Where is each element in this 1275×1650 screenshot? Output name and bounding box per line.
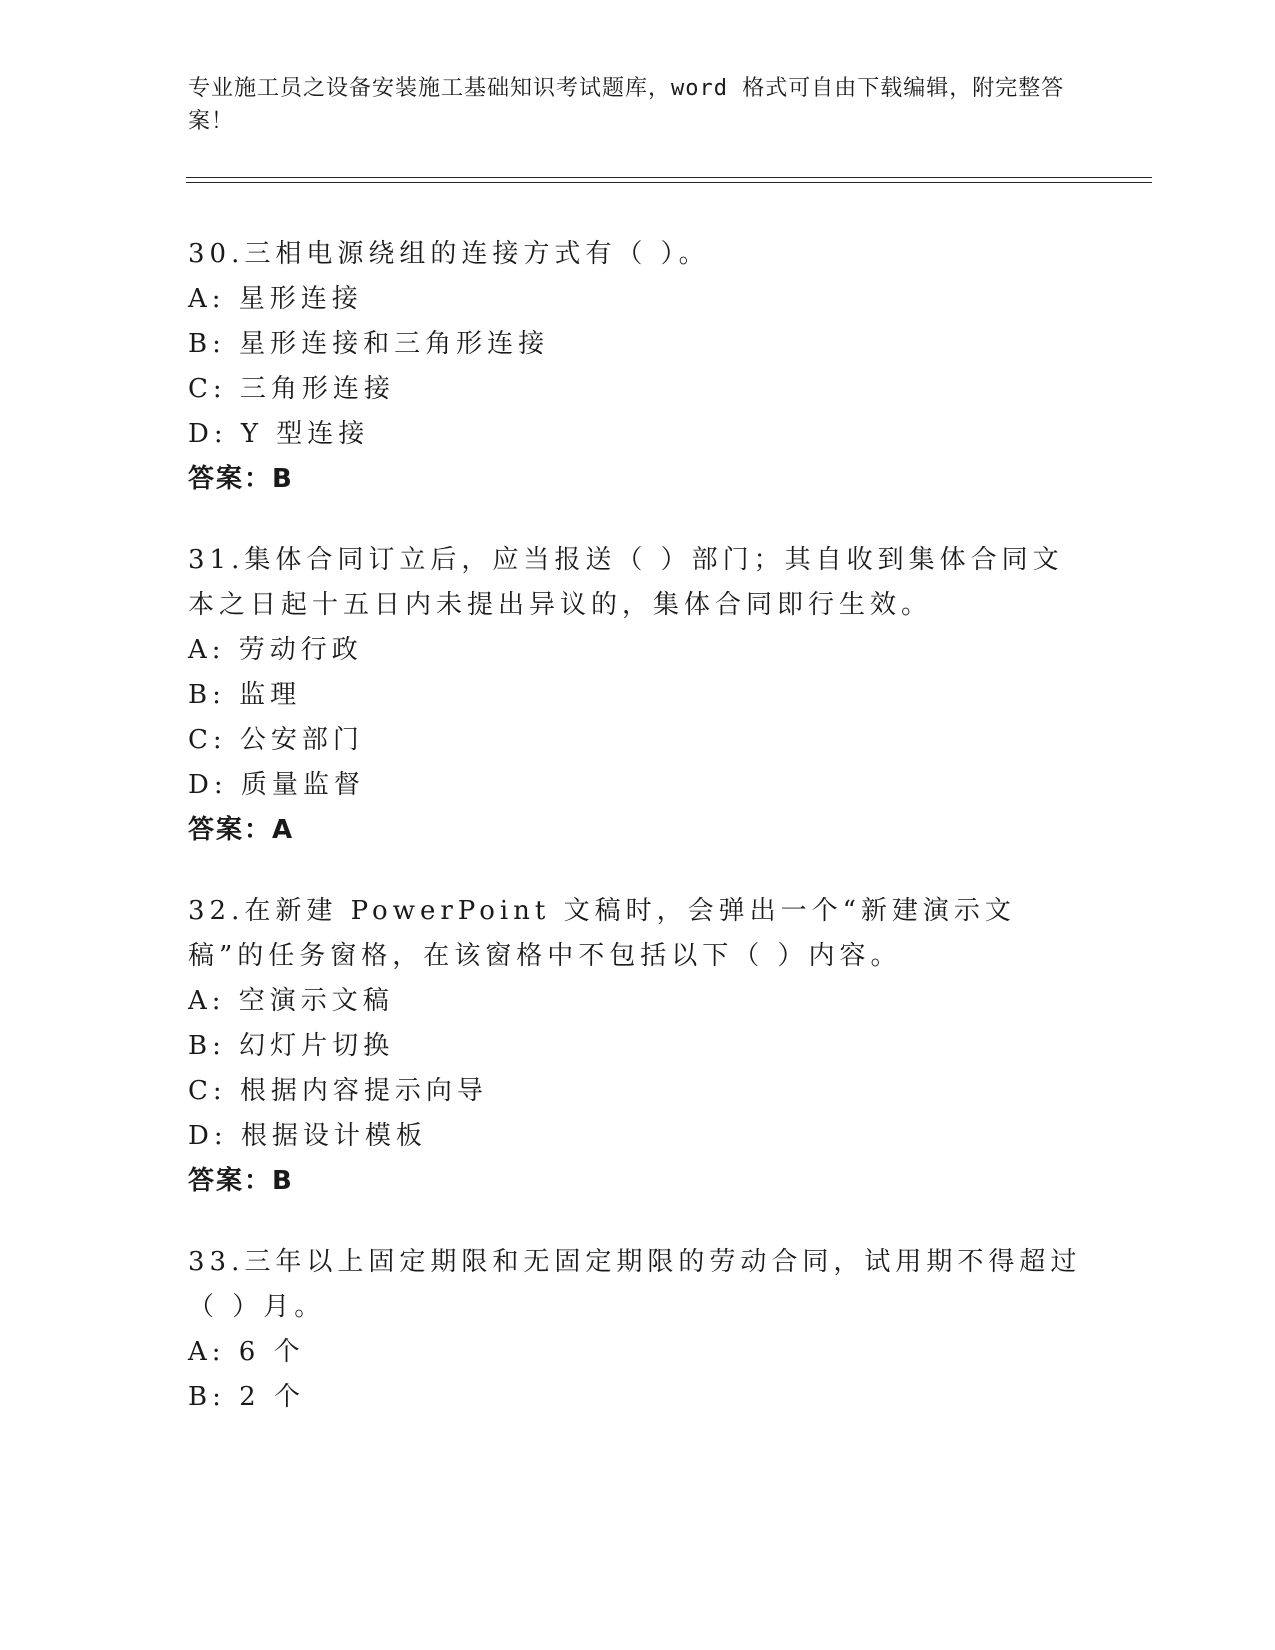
answer: 答案：A	[188, 815, 295, 845]
option-b: B: 2 个	[188, 1382, 305, 1412]
question-stem: 30.三相电源绕组的连接方式有（ ）。	[188, 239, 710, 269]
option-b: B: 幻灯片切换	[188, 1031, 395, 1061]
option-b: B: 监理	[188, 680, 302, 710]
question-31	[188, 538, 1088, 853]
option-c: C: 公安部门	[188, 725, 364, 755]
option-c: C: 三角形连接	[188, 374, 395, 404]
option-d: D: 质量监督	[188, 770, 365, 800]
header-divider-bottom	[186, 182, 1152, 183]
question-list	[188, 232, 1088, 1456]
question-stem: 32.在新建 PowerPoint 文稿时，会弹出一个“新建演示文稿”的任务窗格，在该窗格中不包括以下（ ）内容。	[188, 896, 1016, 971]
question-30	[188, 232, 1088, 502]
question-32	[188, 889, 1088, 1204]
option-c: C: 根据内容提示向导	[188, 1076, 488, 1106]
option-d: D: 根据设计模板	[188, 1121, 427, 1151]
header-divider-top	[186, 177, 1152, 178]
question-stem: 33.三年以上固定期限和无固定期限的劳动合同，试用期不得超过（ ）月。	[188, 1247, 1082, 1322]
option-a: A: 空演示文稿	[188, 986, 394, 1016]
question-33	[188, 1240, 1088, 1420]
question-stem: 31.集体合同订立后，应当报送（ ）部门；其自收到集体合同文本之日起十五日内未提出异议的，集体合同即行生效。	[188, 545, 1064, 620]
option-d: D: Y 型连接	[188, 419, 370, 449]
answer: 答案：B	[188, 464, 294, 494]
option-a: A: 6 个	[188, 1337, 305, 1367]
option-a: A: 星形连接	[188, 284, 363, 314]
document-header-text: 专业施工员之设备安装施工基础知识考试题库，word 格式可自由下载编辑，附完整答案！	[188, 76, 1065, 134]
option-a: A: 劳动行政	[188, 635, 363, 665]
answer: 答案：B	[188, 1166, 294, 1196]
option-b: B: 星形连接和三角形连接	[188, 329, 550, 359]
